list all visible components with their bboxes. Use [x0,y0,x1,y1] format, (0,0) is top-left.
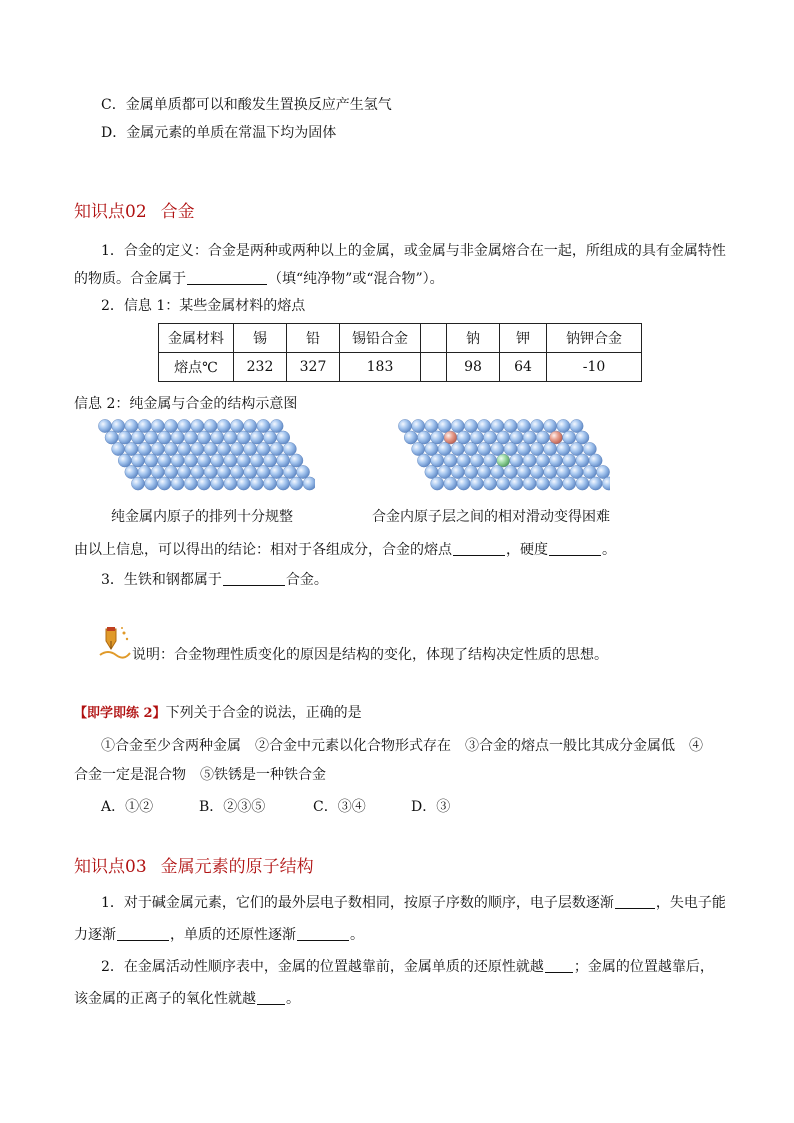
metal-atom [191,419,204,432]
metal-atom [263,454,276,467]
note-text: 说明：合金物理性质变化的原因是结构的变化，体现了结构决定性质的思想。 [132,647,608,663]
answer-blank[interactable] [297,926,349,941]
option-c[interactable]: C．③④ [313,799,366,815]
metal-atom [451,419,464,432]
metal-atom [451,465,464,478]
metal-atom [470,431,483,444]
solute-atom [444,431,457,444]
metal-atom [536,477,549,490]
metal-atom [230,442,243,455]
metal-atom [151,442,164,455]
metal-atom [164,465,177,478]
practice-question [74,703,362,724]
metal-atom [204,419,217,432]
metal-atom [464,442,477,455]
metal-atom [230,419,243,432]
metal-atom [530,442,543,455]
table-cell: 232 [234,353,287,382]
section-number: 知识点03 [74,857,147,877]
metal-atom [549,454,562,467]
metal-atom [145,431,158,444]
metal-atom [211,477,224,490]
text: ；金属的位置越靠后， [573,959,714,975]
metal-atom [164,442,177,455]
section-number: 知识点02 [74,202,147,222]
metal-atom [230,465,243,478]
question-text: 下列关于合金的说法，正确的是 [165,705,362,721]
metal-atom [158,477,171,490]
metal-atom [425,419,438,432]
answer-blank[interactable] [117,926,169,941]
answer-blank[interactable] [615,894,655,909]
metal-atom [431,431,444,444]
metal-atom [412,419,425,432]
metal-atom [517,442,530,455]
metal-atom [204,442,217,455]
metal-atom [224,454,237,467]
metal-atom [417,454,430,467]
metal-atom [184,454,197,467]
metal-atom [125,419,138,432]
metal-atom [549,477,562,490]
metal-atom [118,431,131,444]
metal-atom [536,431,549,444]
metal-atom [131,454,144,467]
metal-atom [197,454,210,467]
metal-atom [250,454,263,467]
metal-atom [283,442,296,455]
metal-atom [191,465,204,478]
table-cell: 熔点℃ [159,353,234,382]
metal-atom [563,477,576,490]
solute-atom [497,454,510,467]
metal-atom [570,465,583,478]
metal-atom [217,442,230,455]
text: 力逐渐 [74,927,116,943]
table-cell: 98 [447,353,500,382]
metal-atom [184,477,197,490]
metal-atom [118,454,131,467]
metal-atom [583,442,596,455]
metal-atom [491,419,504,432]
table-cell: 64 [500,353,547,382]
metal-atom [290,454,303,467]
metal-atom [483,454,496,467]
kp3-item2-line1 [101,957,714,977]
metal-atom [125,442,138,455]
text: 该金属的正离子的氧化性就越 [74,991,256,1007]
metal-atom [197,431,210,444]
option-d: D．金属元素的单质在常温下均为固体 [101,125,337,141]
text: ，硬度 [506,542,548,558]
melting-point-table [158,323,642,382]
text: 3．生铁和钢都属于 [101,572,222,588]
metal-atom [470,477,483,490]
metal-atom [457,454,470,467]
kp3-item2-line2 [74,989,300,1009]
answer-options [101,797,450,817]
metal-atom [178,419,191,432]
metal-atom [164,419,177,432]
metal-atom [431,477,444,490]
metal-atom [244,442,257,455]
metal-atom [563,431,576,444]
metal-atom [517,419,530,432]
metal-atom [589,454,602,467]
metal-atom [530,465,543,478]
metal-atom [191,442,204,455]
metal-atom [570,419,583,432]
caption-pure-metal: 纯金属内原子的排列十分规整 [111,509,293,525]
metal-atom [583,465,596,478]
metal-atom [145,477,158,490]
metal-atom [277,454,290,467]
section-heading-kp3 [74,855,314,879]
table-row [159,353,642,382]
table-cell: 钠钾合金 [547,324,642,353]
text: 。 [286,991,300,1007]
metal-atom [530,419,543,432]
metal-atom [204,465,217,478]
kp3-item1-line1 [101,893,726,913]
metal-atom [602,477,610,490]
table-cell-empty [421,324,447,353]
statements-line2: 合金一定是混合物 ⑤铁锈是一种铁合金 [74,767,326,783]
text: ，单质的还原性逐渐 [170,927,296,943]
answer-blank[interactable] [453,541,505,556]
metal-atom [184,431,197,444]
solute-atom [549,431,562,444]
metal-atom [431,454,444,467]
metal-atom [478,419,491,432]
metal-atom [504,465,517,478]
metal-atom [257,442,270,455]
metal-atom [277,477,290,490]
metal-atom [557,419,570,432]
metal-atom [438,419,451,432]
metal-atom [523,431,536,444]
metal-atom [98,419,111,432]
metal-atom [563,454,576,467]
metal-atom [517,465,530,478]
option-a[interactable]: A．①② [101,799,154,815]
metal-atom [237,454,250,467]
metal-atom [290,477,303,490]
metal-atom [510,431,523,444]
metal-atom [491,465,504,478]
metal-atom [178,465,191,478]
metal-atom [557,465,570,478]
metal-atom [438,465,451,478]
metal-atom [536,454,549,467]
table-cell: 327 [287,353,340,382]
metal-atom [263,477,276,490]
metal-atom [557,442,570,455]
metal-atom [257,465,270,478]
metal-atom [296,465,309,478]
metal-atom [576,454,589,467]
table-cell: 锡 [234,324,287,353]
metal-atom [250,477,263,490]
metal-atom [237,431,250,444]
metal-atom [444,454,457,467]
metal-atom [244,419,257,432]
metal-atom [138,442,151,455]
text: ，失电子能 [655,895,726,911]
option-d[interactable]: D．③ [411,799,451,815]
text: 的物质。合金属于 [74,271,186,287]
text: 由以上信息，可以得出的结论：相对于各组成分，合金的熔点 [74,542,452,558]
metal-atom [277,431,290,444]
metal-atom [589,477,602,490]
info2-label: 信息 2：纯金属与合金的结构示意图 [74,396,298,412]
table-cell: -10 [547,353,642,382]
table-cell: 钠 [447,324,500,353]
table-cell: 183 [340,353,421,382]
metal-atom [158,431,171,444]
pure-metal-atom-diagram [95,416,315,502]
metal-atom [138,419,151,432]
metal-atom [497,431,510,444]
metal-atom [112,442,125,455]
answer-blank[interactable] [223,571,285,586]
kp2-item3 [101,570,328,590]
section-title: 合金 [160,202,195,222]
metal-atom [138,465,151,478]
metal-atom [112,419,125,432]
text: 合金。 [285,572,328,588]
metal-atom [250,431,263,444]
metal-atom [491,442,504,455]
metal-atom [576,431,589,444]
metal-atom [151,465,164,478]
metal-atom [171,477,184,490]
metal-atom [211,454,224,467]
metal-atom [263,431,276,444]
metal-atom [257,419,270,432]
metal-atom [224,431,237,444]
metal-atom [131,431,144,444]
metal-atom [457,477,470,490]
metal-atom [270,465,283,478]
metal-atom [570,442,583,455]
metal-atom [105,431,118,444]
option-c: C．金属单质都可以和酸发生置换反应产生氢气 [101,97,392,113]
metal-atom [131,477,144,490]
metal-atom [464,465,477,478]
alloy-atom-diagram [395,416,610,502]
table-cell: 钾 [500,324,547,353]
metal-atom [171,454,184,467]
metal-atom [451,442,464,455]
metal-atom [404,431,417,444]
metal-atom [457,431,470,444]
caption-alloy: 合金内原子层之间的相对滑动变得困难 [372,509,610,525]
metal-atom [464,419,477,432]
text: （填“纯净物”或“混合物”）。 [268,271,444,287]
table-cell: 铅 [287,324,340,353]
text: 2．在金属活动性顺序表中，金属的位置越靠前，金属单质的还原性就越 [101,959,544,975]
metal-atom [412,442,425,455]
metal-atom [483,431,496,444]
table-cell: 锡铅合金 [340,324,421,353]
answer-blank[interactable] [257,990,285,1005]
metal-atom [544,419,557,432]
metal-atom [544,465,557,478]
answer-blank[interactable] [549,541,601,556]
metal-atom [151,419,164,432]
kp2-item2: 2．信息 1：某些金属材料的熔点 [101,298,306,314]
metal-atom [270,442,283,455]
metal-atom [438,442,451,455]
metal-atom [217,465,230,478]
answer-blank[interactable] [545,958,573,973]
table-cell: 金属材料 [159,324,234,353]
section-heading-kp2 [74,200,195,224]
metal-atom [217,419,230,432]
metal-atom [425,442,438,455]
metal-atom [224,477,237,490]
metal-atom [125,465,138,478]
metal-atom [470,454,483,467]
table-row [159,324,642,353]
metal-atom [283,465,296,478]
metal-atom [237,477,250,490]
kp3-item1-line2 [74,925,364,945]
metal-atom [178,442,191,455]
metal-atom [244,465,257,478]
kp2-item1-line1: 1．合金的定义：合金是两种或两种以上的金属，或金属与非金属熔合在一起，所组成的具有金属特性 [101,243,726,259]
metal-atom [444,477,457,490]
kp2-item1-line2 [74,269,444,289]
metal-atom [596,465,609,478]
metal-atom [211,431,224,444]
practice-tag: 【即学即练 2】 [74,706,166,721]
metal-atom [270,419,283,432]
metal-atom [504,419,517,432]
answer-blank[interactable] [187,270,267,285]
text: 1．对于碱金属元素，它们的最外层电子数相同，按原子序数的顺序，电子层数逐渐 [101,895,614,911]
metal-atom [158,454,171,467]
option-b[interactable]: B．②③⑤ [199,799,266,815]
metal-atom [197,477,210,490]
metal-atom [576,477,589,490]
metal-atom [510,454,523,467]
metal-atom [523,454,536,467]
metal-atom [145,454,158,467]
metal-atom [171,431,184,444]
metal-atom [504,442,517,455]
metal-atom [398,419,411,432]
text: 。 [350,927,364,943]
conclusion-line [74,540,616,560]
section-title: 金属元素的原子结构 [160,857,314,877]
metal-atom [483,477,496,490]
pen-note-icon [98,625,132,661]
metal-atom [497,477,510,490]
metal-atom [523,477,536,490]
table-cell-empty [421,353,447,382]
statements-line1: ①合金至少含两种金属 ②合金中元素以化合物形式存在 ③合金的熔点一般比其成分金属低 ④ [101,738,703,754]
metal-atom [425,465,438,478]
metal-atom [478,465,491,478]
text: 。 [602,542,616,558]
metal-atom [417,431,430,444]
metal-atom [478,442,491,455]
metal-atom [544,442,557,455]
metal-atom [510,477,523,490]
metal-atom [303,477,315,490]
